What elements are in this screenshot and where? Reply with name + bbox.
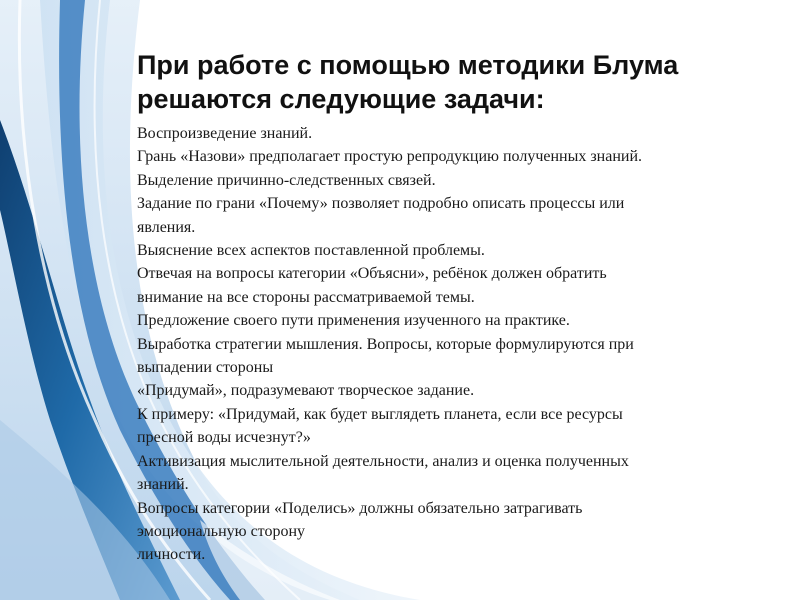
- body-line: личности.: [137, 546, 206, 564]
- body-line: Задание по грани «Почему» позволяет подробно описать процессы или: [137, 195, 625, 213]
- slide-title: [137, 48, 787, 116]
- slide-body-text: [137, 122, 787, 567]
- body-line: Отвечая на вопросы категории «Объясни», ребёнок должен обратить: [137, 265, 607, 283]
- body-line: Предложение своего пути применения изученного на практике.: [137, 312, 570, 330]
- title-line-1: При работе с помощью методики Блума: [137, 50, 679, 80]
- body-line: К примеру: «Придумай, как будет выглядеть планета, если все ресурсы: [137, 405, 623, 423]
- body-line: Выработка стратегии мышления. Вопросы, которые формулируются при: [137, 335, 634, 353]
- body-line: явления.: [137, 218, 196, 236]
- slide-content: [137, 48, 787, 567]
- body-line: знаний.: [137, 476, 189, 494]
- body-line: Выяснение всех аспектов поставленной проблемы.: [137, 242, 485, 260]
- body-line: Активизация мыслительной деятельности, анализ и оценка полученных: [137, 452, 629, 470]
- title-line-2: решаются следующие задачи:: [137, 84, 545, 114]
- body-line: эмоциональную сторону: [137, 522, 306, 540]
- body-line: внимание на все стороны рассматриваемой темы.: [137, 288, 475, 306]
- body-line: Вопросы категории «Поделись» должны обязательно затрагивать: [137, 499, 583, 517]
- body-line: Выделение причинно-следственных связей.: [137, 171, 436, 189]
- body-line: «Придумай», подразумевают творческое задание.: [137, 382, 475, 400]
- body-line: Воспроизведение знаний.: [137, 125, 313, 142]
- body-line: Грань «Назови» предполагает простую репродукцию полученных знаний.: [137, 148, 643, 166]
- body-line: выпадении стороны: [137, 359, 274, 377]
- body-line: пресной воды исчезнут?»: [137, 429, 311, 447]
